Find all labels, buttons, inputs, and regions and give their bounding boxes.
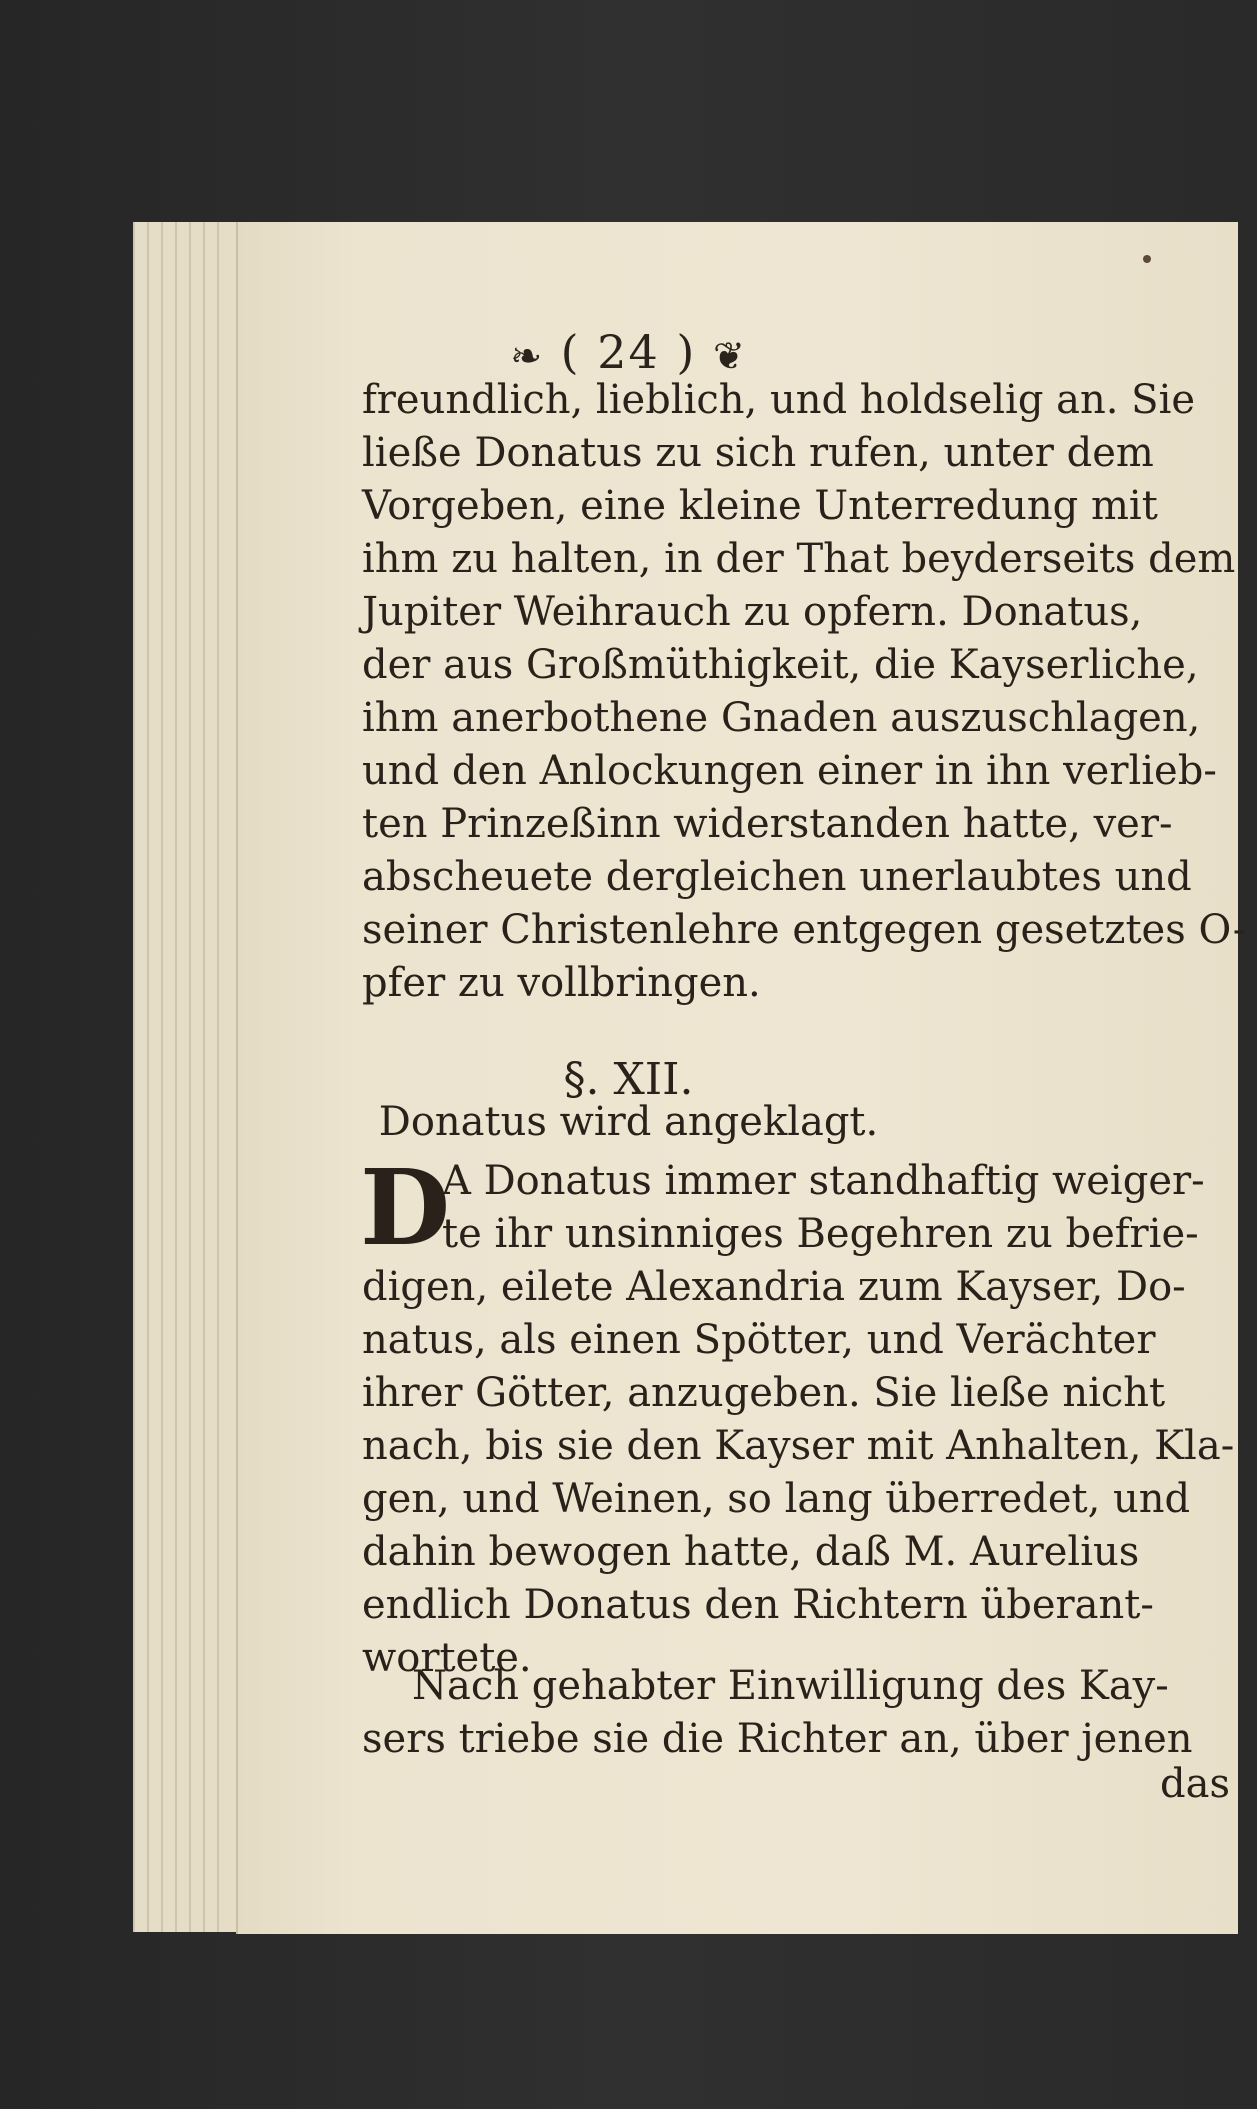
catchword: das <box>1160 1761 1230 1807</box>
text-line: freundlich, lieblich, und holdselig an. Sie <box>362 377 1196 423</box>
text-line: abscheuete dergleichen unerlaubtes und <box>362 854 1192 900</box>
text-line: dahin bewogen hatte, daß M. Aurelius <box>362 1529 1140 1575</box>
text-line: ließe Donatus zu sich rufen, unter dem <box>362 430 1154 476</box>
text-line: der aus Großmüthigkeit, die Kayserliche, <box>362 642 1199 688</box>
section-number: §. XII. <box>563 1054 694 1105</box>
page-number: ( 24 ) <box>560 325 697 379</box>
text-line: ihm anerbothene Gnaden auszuschlagen, <box>362 695 1201 741</box>
text-line: ihm zu halten, in der That beyderseits dem <box>362 536 1236 582</box>
text-line: pfer zu vollbringen. <box>362 960 761 1006</box>
ornament-right-icon: ❦ <box>712 334 747 378</box>
text-line: sers triebe sie die Richter an, über jenen <box>362 1716 1193 1762</box>
text-line: ihrer Götter, anzugeben. Sie ließe nicht <box>362 1370 1166 1416</box>
text-line: wortete. <box>362 1635 532 1681</box>
text-line: gen, und Weinen, so lang überredet, und <box>362 1476 1191 1522</box>
text-line: Nach gehabter Einwilligung des Kay- <box>412 1663 1169 1709</box>
text-line: Jupiter Weihrauch zu opfern. Donatus, <box>362 589 1143 635</box>
text-line: te ihr unsinniges Begehren zu befrie- <box>442 1211 1199 1257</box>
paragraph-1 <box>362 374 1247 1010</box>
text-line: endlich Donatus den Richtern überant- <box>362 1582 1154 1628</box>
drop-cap: D <box>360 1146 451 1269</box>
text-line: nach, bis sie den Kayser mit Anhalten, Kla- <box>362 1423 1235 1469</box>
text-line: Vorgeben, eine kleine Unterredung mit <box>362 483 1158 529</box>
ink-speck <box>1143 255 1151 263</box>
text-line: und den Anlockungen einer in ihn verlieb- <box>362 748 1217 794</box>
ornament-left-icon: ❧ <box>510 334 545 378</box>
paragraph-2 <box>360 1146 1247 1685</box>
paragraph-3 <box>362 1660 1247 1766</box>
section-title: Donatus wird angeklagt. <box>378 1099 879 1145</box>
page-header <box>0 325 1257 379</box>
text-line: seiner Christenlehre entgegen gesetztes O- <box>362 907 1247 953</box>
text-line: ten Prinzeßinn widerstanden hatte, ver- <box>362 801 1173 847</box>
text-line: digen, eilete Alexandria zum Kayser, Do- <box>362 1264 1186 1310</box>
text-line: A Donatus immer standhaftig weiger- <box>442 1158 1205 1204</box>
text-line: natus, als einen Spötter, und Verächter <box>362 1317 1156 1363</box>
